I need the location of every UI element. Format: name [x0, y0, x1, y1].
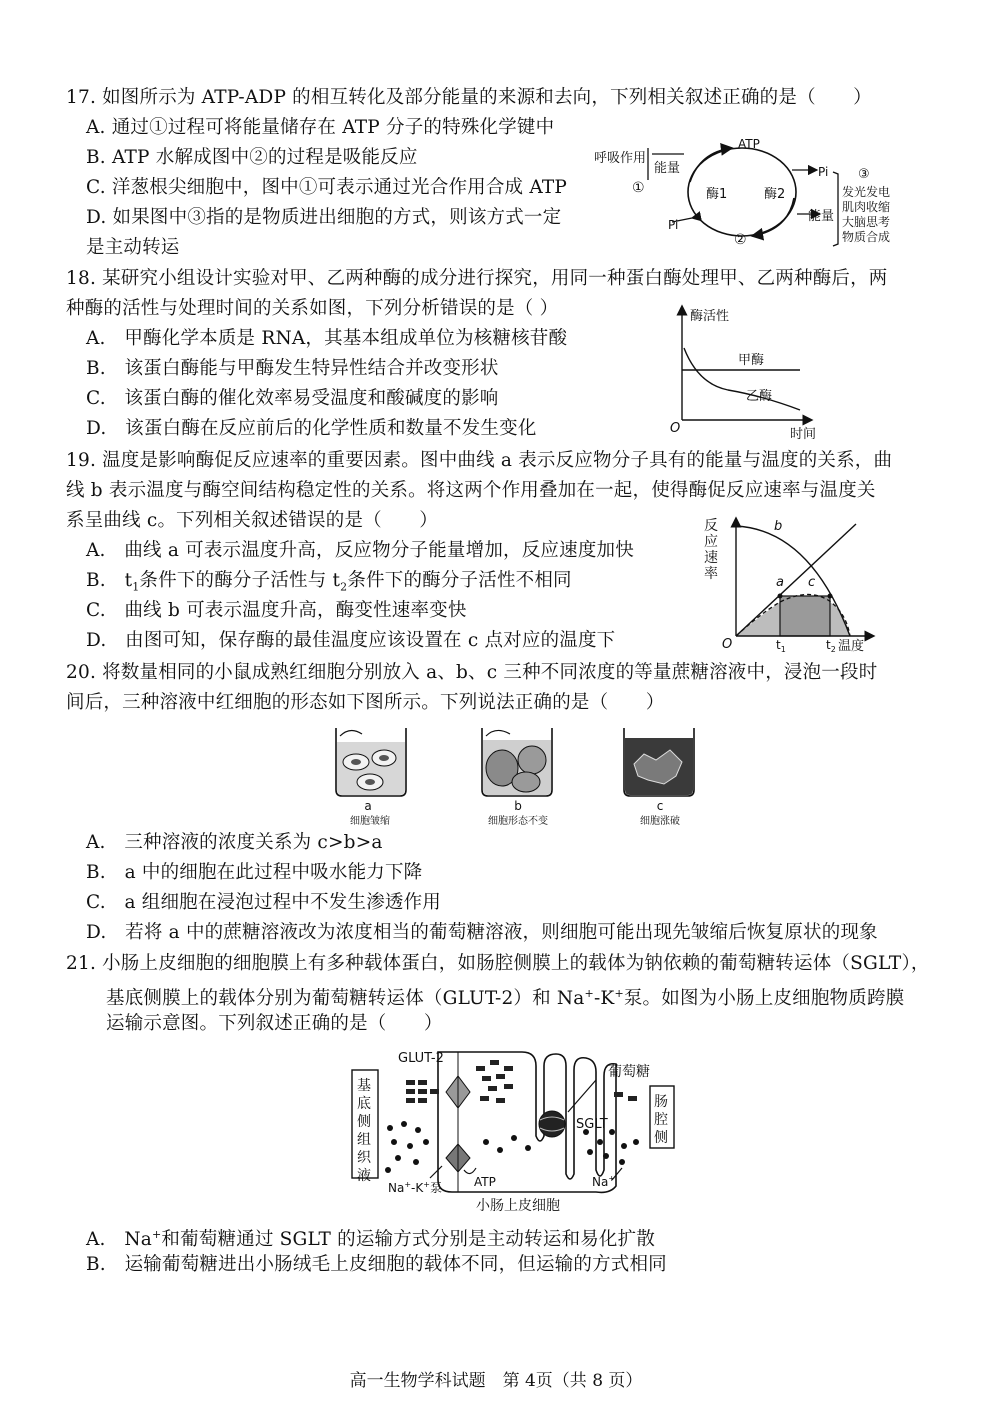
beaker-b-caption: 细胞形态不变	[488, 816, 548, 827]
use-3: 大脑思考	[842, 215, 891, 229]
svg-text:组: 组	[357, 1132, 371, 1148]
q17-option-d-cont: 是主动转运	[86, 237, 180, 258]
beaker-b-letter: b	[514, 799, 522, 813]
q19-stem-line3: 系呈曲线 c。下列相关叙述错误的是（ ）	[66, 510, 438, 531]
circle-3-label: ③	[858, 167, 870, 182]
q19-stem-line2: 线 b 表示温度与酶空间结构稳定性的关系。将这两个作用叠加在一起，使得酶促反应速率与温度关	[66, 480, 876, 501]
q21-option-b[interactable]: B. 运输葡萄糖进出小肠绒毛上皮细胞的载体不同，但运输的方式相同	[86, 1254, 667, 1275]
atp-label: ATP	[474, 1175, 496, 1189]
pump-label: Na+-K+泵	[388, 1180, 442, 1195]
origin-label: O	[722, 637, 733, 652]
q20-option-c[interactable]: C. a 组细胞在浸泡过程中不发生渗透作用	[86, 892, 441, 913]
glut2-label: GLUT-2	[398, 1051, 444, 1066]
svg-text:腔: 腔	[654, 1112, 668, 1128]
y-label-2: 应	[704, 534, 718, 550]
na-label: Na+	[592, 1174, 616, 1189]
x-axis-label: 温度	[838, 639, 865, 654]
q17-option-b[interactable]: B. ATP 水解成图中②的过程是吸能反应	[86, 147, 418, 168]
y-axis-label: 酶活性	[690, 309, 730, 324]
q20-option-d[interactable]: D. 若将 a 中的蔗糖溶液改为浓度相当的葡萄糖溶液，则细胞可能出现先皱缩后恢复原状的现象	[86, 922, 878, 943]
respiration-label: 呼吸作用	[594, 151, 647, 166]
q21-option-a[interactable]: A. Na+和葡萄糖通过 SGLT 的运输方式分别是主动转运和易化扩散	[86, 1228, 656, 1251]
q19-stem-line1: 19. 温度是影响酶促反应速率的重要因素。图中曲线 a 表示反应物分子具有的能量与温度的关系，曲	[66, 450, 893, 471]
q18-option-b[interactable]: B. 该蛋白酶能与甲酶发生特异性结合并改变形状	[86, 358, 499, 379]
energy-left-label: 能量	[654, 161, 681, 176]
svg-text:织: 织	[357, 1150, 371, 1166]
q17-option-d[interactable]: D. 如果图中③指的是物质进出细胞的方式，则该方式一定	[86, 207, 562, 228]
shaded-rect	[780, 596, 830, 636]
beaker-b	[482, 728, 552, 827]
q20-option-a[interactable]: A. 三种溶液的浓度关系为 c>b>a	[86, 832, 383, 853]
atp-adp-cycle-diagram	[592, 132, 902, 250]
q18-option-c[interactable]: C. 该蛋白酶的催化效率易受温度和酸碱度的影响	[86, 388, 499, 409]
x-axis-label: 时间	[790, 427, 817, 442]
q18-option-a[interactable]: A. 甲酶化学本质是 RNA，其基本组成单位为核糖核苷酸	[86, 328, 568, 349]
q18-stem-line1: 18. 某研究小组设计实验对甲、乙两种酶的成分进行探究，用同一种蛋白酶处理甲、乙两种酶后，两	[66, 268, 888, 289]
y-label-4: 率	[704, 566, 718, 582]
energy-right-label: 能量	[808, 209, 835, 224]
q19-option-b[interactable]: B. $t_1$条件下的酶分子活性与 $t_2$条件下的酶分子活性不相同	[86, 570, 572, 594]
curve-c-label: c	[808, 575, 816, 590]
page-footer: 高一生物学科试题 第 4页（共 8 页）	[349, 1371, 643, 1391]
curve-a-label: a	[776, 575, 784, 590]
glucose-label: 葡萄糖	[608, 1064, 650, 1080]
q20-stem-line2: 间后，三种溶液中红细胞的形态如下图所示。下列说法正确的是（ ）	[66, 692, 665, 713]
q18-stem-line2: 种酶的活性与处理时间的关系如图，下列分析错误的是（ ）	[66, 298, 559, 319]
enzyme-1-label: 酶1	[706, 187, 728, 202]
atp-label: ATP	[738, 137, 760, 151]
beaker-c-letter: c	[656, 799, 664, 813]
intestinal-cell-transport-diagram	[346, 1046, 676, 1216]
series-yi-label: 乙酶	[746, 389, 773, 404]
curve-b-label: b	[774, 519, 783, 534]
reaction-rate-chart	[700, 514, 878, 654]
q20-stem-line1: 20. 将数量相同的小鼠成熟红细胞分别放入 a、b、c 三种不同浓度的等量蔗糖溶液中，浸泡一段时	[66, 662, 878, 683]
red-blood-cell-beakers	[326, 724, 696, 828]
svg-text:底: 底	[357, 1096, 371, 1112]
q19-option-d[interactable]: D. 由图可知，保存酶的最佳温度应该设置在 c 点对应的温度下	[86, 630, 616, 651]
cell-caption: 小肠上皮细胞	[476, 1198, 560, 1214]
q17-option-c[interactable]: C. 洋葱根尖细胞中，图中①可表示通过光合作用合成 ATP	[86, 177, 568, 198]
sglt-label: SGLT	[576, 1117, 608, 1132]
t1-label: $t_1$	[776, 638, 786, 654]
svg-text:侧: 侧	[357, 1114, 371, 1130]
circle-1-label: ①	[632, 180, 645, 196]
beaker-a-caption: 细胞皱缩	[350, 816, 390, 827]
pi-right-label: Pi	[818, 165, 829, 179]
q21-stem-line2: 基底侧膜上的载体分别为葡萄糖转运体（GLUT-2）和 Na+-K+泵。如图为小肠上皮细胞物质跨膜	[106, 987, 905, 1010]
q18-option-d[interactable]: D. 该蛋白酶在反应前后的化学性质和数量不发生变化	[86, 418, 537, 439]
q21-stem-line1: 21. 小肠上皮细胞的细胞膜上有多种载体蛋白，如肠腔侧膜上的载体为钠依赖的葡萄糖转运体（SGLT），	[66, 953, 930, 974]
q19-option-a[interactable]: A. 曲线 a 可表示温度升高，反应物分子能量增加，反应速度加快	[86, 540, 634, 561]
use-1: 发光发电	[842, 185, 891, 199]
beaker-a	[336, 728, 406, 827]
pi-left-label: Pi	[668, 218, 679, 232]
use-4: 物质合成	[842, 230, 891, 244]
beaker-c-caption: 细胞涨破	[640, 816, 680, 827]
q19-option-c[interactable]: C. 曲线 b 可表示温度升高，酶变性速率变快	[86, 600, 467, 621]
svg-text:液: 液	[357, 1168, 371, 1184]
q20-option-b[interactable]: B. a 中的细胞在此过程中吸水能力下降	[86, 862, 423, 883]
q17-stem: 17. 如图所示为 ATP-ADP 的相互转化及部分能量的来源和去向，下列相关叙述正确的是（ ）	[66, 87, 872, 108]
beaker-a-letter: a	[364, 799, 372, 813]
circle-2-label: ②	[734, 232, 747, 248]
origin-label: O	[670, 421, 681, 436]
q17-option-a[interactable]: A. 通过①过程可将能量储存在 ATP 分子的特殊化学键中	[86, 117, 555, 138]
q21-stem-line3: 运输示意图。下列叙述正确的是（ ）	[106, 1013, 443, 1034]
svg-text:基: 基	[357, 1078, 371, 1094]
use-2: 肌肉收缩	[842, 200, 891, 214]
y-label-3: 速	[704, 550, 718, 566]
svg-text:侧: 侧	[654, 1130, 668, 1146]
beaker-c	[624, 728, 694, 827]
series-jia-label: 甲酶	[738, 353, 765, 368]
enzyme-activity-chart	[668, 302, 828, 442]
y-label-1: 反	[704, 518, 718, 534]
svg-text:肠: 肠	[654, 1094, 668, 1110]
enzyme-2-label: 酶2	[764, 187, 786, 202]
t2-label: $t_2$	[826, 638, 836, 654]
